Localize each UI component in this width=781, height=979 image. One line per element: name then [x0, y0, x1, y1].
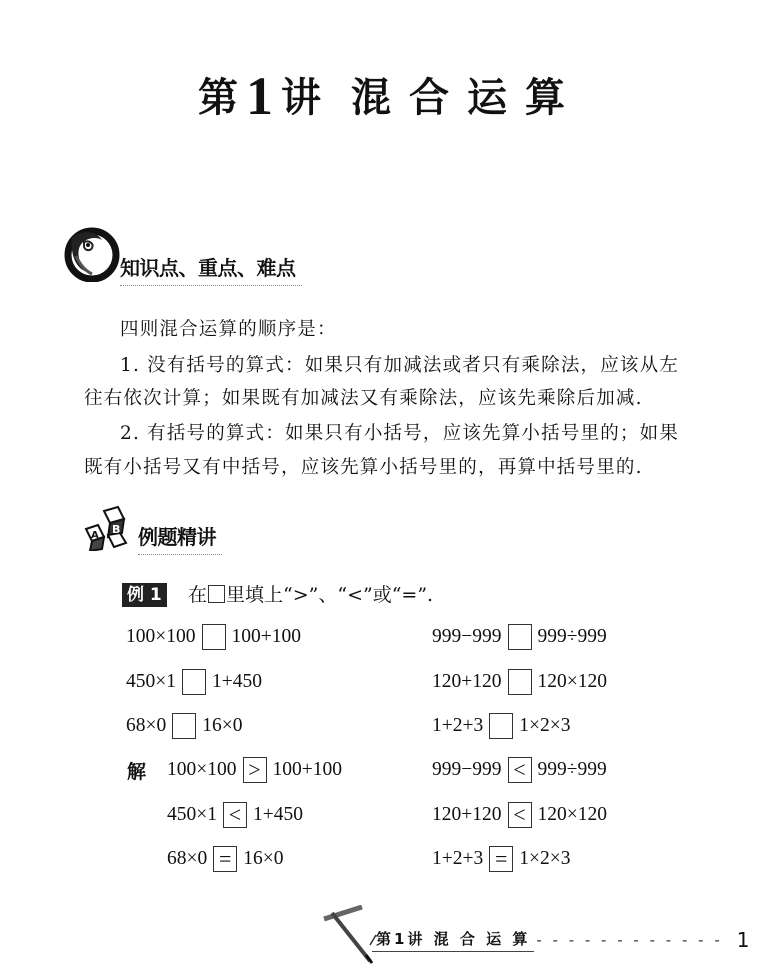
solution-right: 120×120 — [537, 804, 607, 825]
solution-right: 16×0 — [243, 848, 284, 869]
problem-right: 1×2×3 — [519, 715, 571, 736]
solution-6 — [432, 845, 571, 873]
solution-left: 68×0 — [167, 848, 208, 869]
section-title-examples: 例题精讲 — [138, 521, 222, 555]
answer-box[interactable] — [202, 624, 226, 650]
answer-box-filled: > — [243, 757, 267, 783]
prompt-after-box: 里填上“>”、“<”或“=”. — [226, 584, 434, 606]
problem-left: 120+120 — [432, 671, 502, 692]
page-title — [0, 62, 781, 124]
abc-blocks-icon — [82, 505, 138, 555]
solution-right: 1+450 — [253, 804, 303, 825]
svg-text:A: A — [91, 530, 99, 541]
problem-3 — [126, 668, 262, 696]
section-title-knowledge: 知识点、重点、难点 — [120, 252, 302, 286]
title-prefix: 第 — [198, 75, 240, 121]
problem-5 — [126, 712, 243, 740]
prompt-before-box: 在 — [188, 584, 208, 606]
section-header-knowledge — [62, 226, 302, 286]
rule1-line1: 1. 没有括号的算式：如果只有加减法或者只有乘除法，应该从左 — [120, 355, 680, 376]
rule2-line2: 既有小括号又有中括号，应该先算小括号里的，再算中括号里的. — [84, 457, 643, 478]
problem-4 — [432, 668, 607, 696]
svg-text:B: B — [112, 523, 121, 536]
problem-left: 450×1 — [126, 671, 176, 692]
example-tag: 例 1 — [122, 583, 167, 607]
problem-2 — [432, 623, 607, 651]
example-prompt — [188, 583, 433, 607]
problem-right: 16×0 — [202, 715, 243, 736]
solution-right: 1×2×3 — [519, 848, 571, 869]
solution-left: 100×100 — [167, 759, 237, 780]
problem-right: 999÷999 — [537, 626, 607, 647]
problem-1 — [126, 623, 301, 651]
solution-left: 1+2+3 — [432, 848, 484, 869]
solution-2 — [432, 756, 607, 784]
problem-left: 100×100 — [126, 626, 196, 647]
answer-box-filled: < — [223, 802, 247, 828]
answer-box-filled: = — [489, 846, 513, 872]
solution-5 — [167, 845, 284, 873]
solution-right: 999÷999 — [537, 759, 607, 780]
solution-label: 解 — [127, 761, 147, 783]
footer-chapter: 第1讲 混 合 运 算 — [372, 928, 534, 952]
pencil-ruler-icon — [318, 905, 378, 969]
solution-right: 100+100 — [272, 759, 342, 780]
solution-left: 450×1 — [167, 804, 217, 825]
title-number: 1 — [246, 66, 275, 126]
answer-box[interactable] — [508, 669, 532, 695]
answer-box-filled: = — [213, 846, 237, 872]
answer-box-filled: < — [508, 802, 532, 828]
problem-left: 1+2+3 — [432, 715, 484, 736]
footer-dashes: - - - - - - - - - - - - — [536, 931, 723, 949]
page-number: 1 — [736, 928, 750, 952]
answer-box[interactable] — [489, 713, 513, 739]
title-topic: 混合运算 — [351, 75, 583, 121]
answer-box[interactable] — [172, 713, 196, 739]
solution-1 — [167, 756, 342, 784]
page-footer — [372, 928, 749, 952]
knowledge-intro: 四则混合运算的顺序是： — [120, 319, 337, 340]
dragon-emblem-icon — [62, 226, 120, 286]
rule2-line1: 2. 有括号的算式：如果只有小括号，应该先算小括号里的；如果 — [120, 423, 680, 444]
solution-4 — [432, 801, 607, 829]
answer-box[interactable] — [182, 669, 206, 695]
problem-6 — [432, 712, 571, 740]
solution-left: 120+120 — [432, 804, 502, 825]
problem-left: 68×0 — [126, 715, 167, 736]
title-suffix: 讲 — [281, 75, 323, 121]
problem-left: 999−999 — [432, 626, 502, 647]
solution-3 — [167, 801, 303, 829]
problem-right: 100+100 — [231, 626, 301, 647]
blank-box-icon — [208, 585, 225, 603]
problem-right: 120×120 — [537, 671, 607, 692]
answer-box-filled: < — [508, 757, 532, 783]
rule1-line2: 往右依次计算；如果既有加减法又有乘除法，应该先乘除后加减. — [84, 388, 643, 409]
section-header-examples — [82, 505, 222, 555]
solution-left: 999−999 — [432, 759, 502, 780]
problem-right: 1+450 — [212, 671, 262, 692]
answer-box[interactable] — [508, 624, 532, 650]
